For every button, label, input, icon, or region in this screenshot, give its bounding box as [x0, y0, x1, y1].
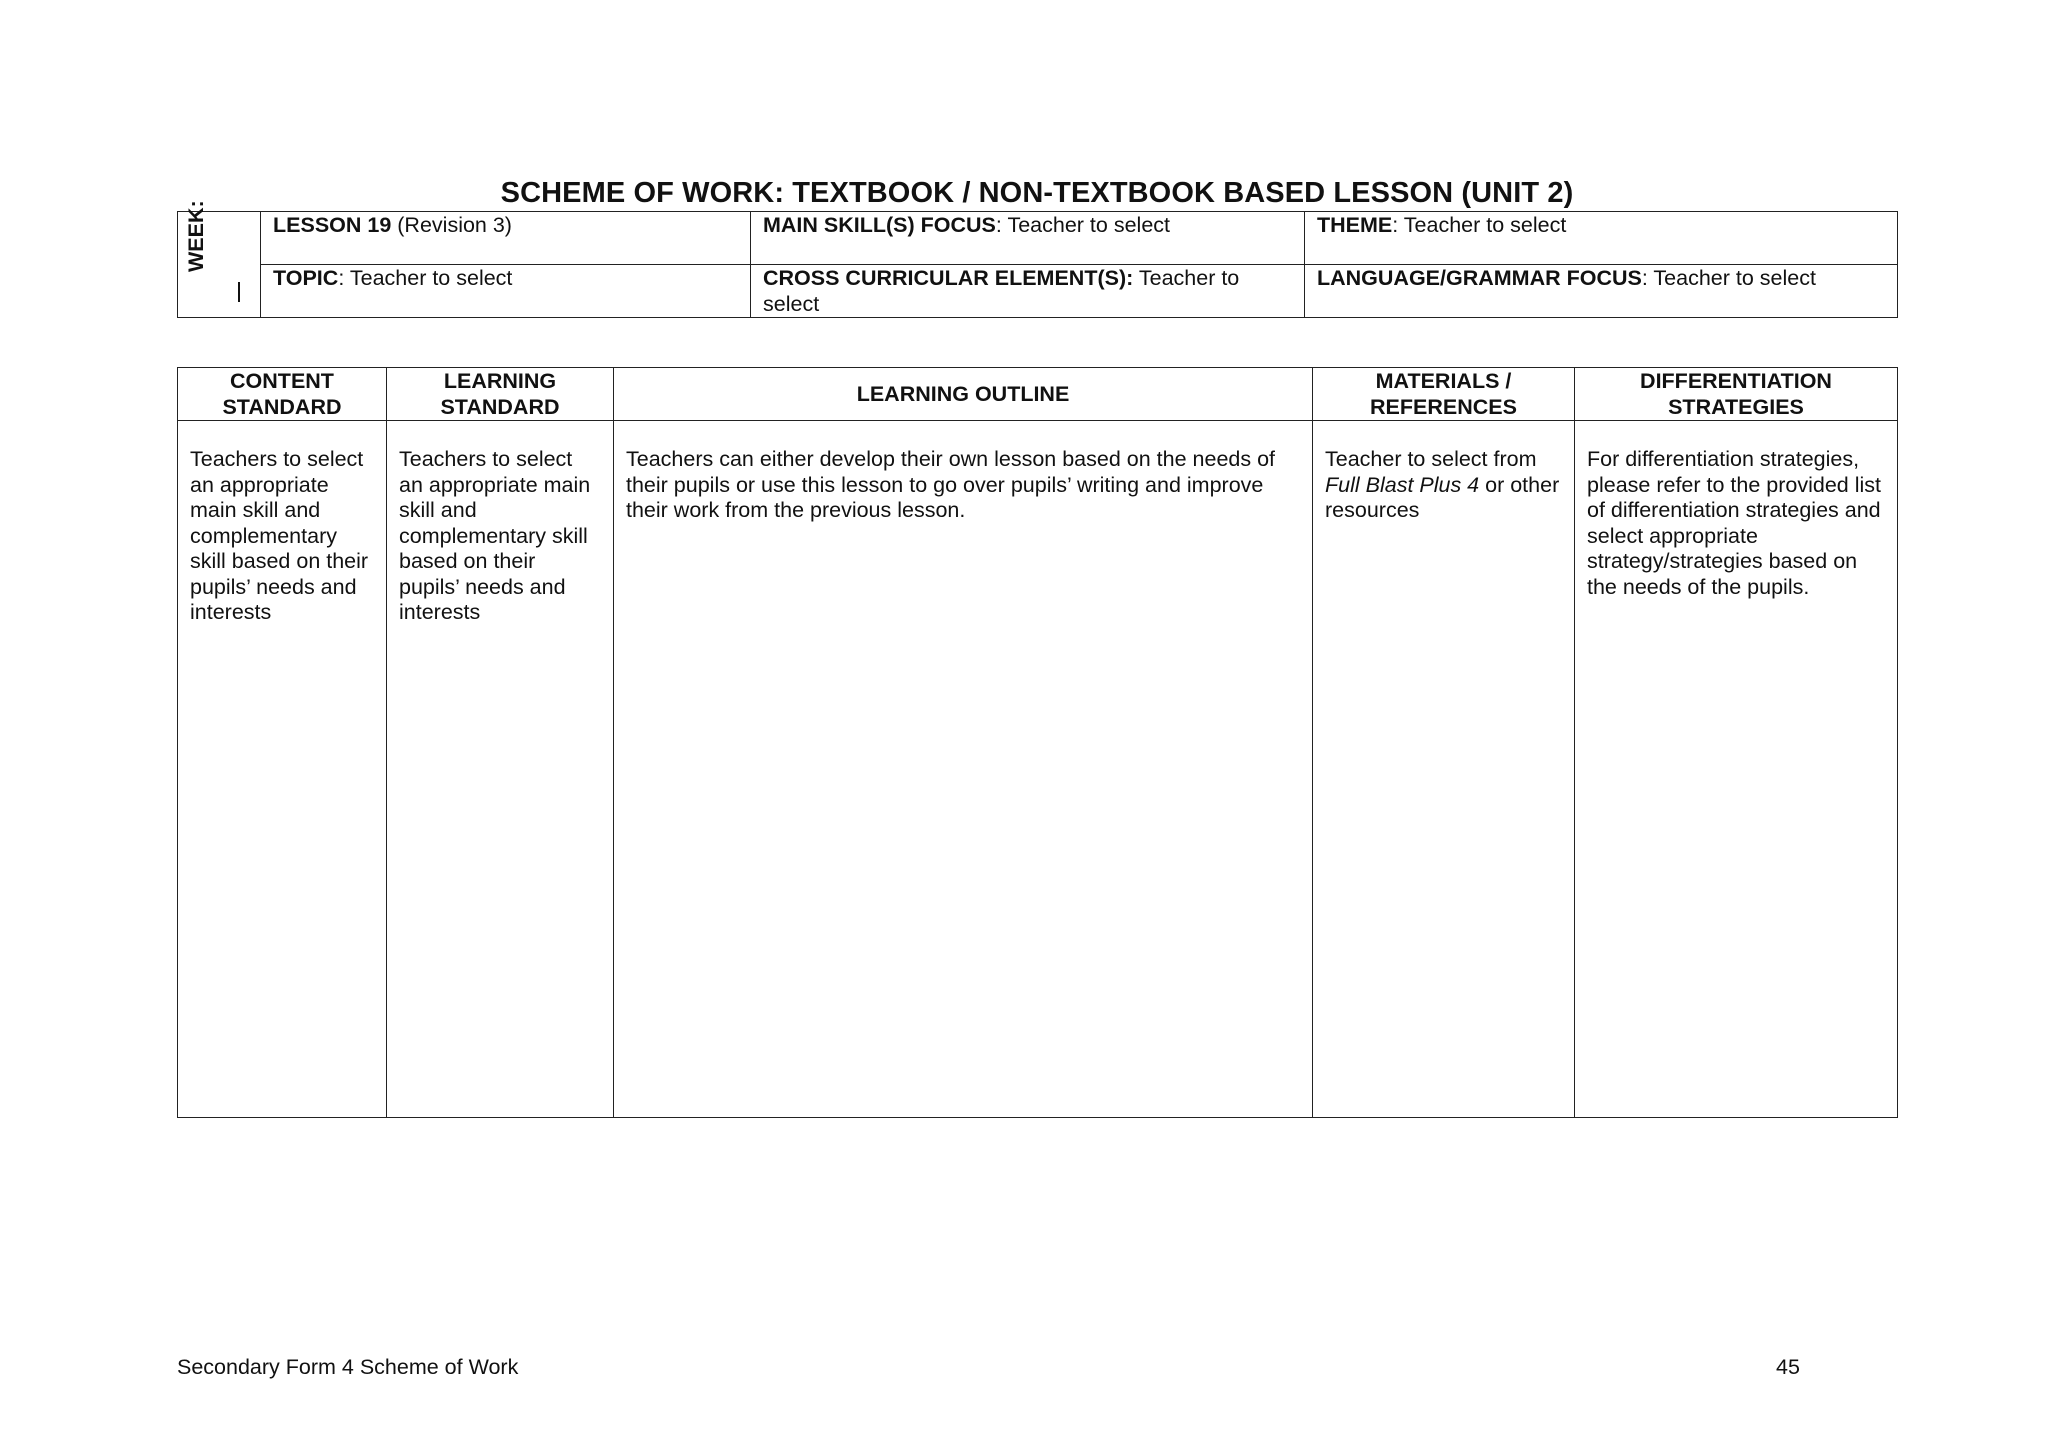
- materials-suffix: or other resources: [1325, 472, 1560, 522]
- column-header-differentiation: DIFFERENTIATION STRATEGIES: [1575, 368, 1898, 421]
- materials-prefix: Teacher to select from: [1325, 447, 1537, 471]
- topic-value: : Teacher to select: [338, 266, 513, 290]
- column-header-learning-standard: LEARNING STANDARD: [387, 368, 614, 421]
- materials-cell: [1313, 421, 1575, 1118]
- lesson-value: (Revision 3): [391, 213, 512, 237]
- content-standard-cell: Teachers to select an appropriate main skill and complementary skill based on their pupils’ needs and interests: [178, 421, 387, 1118]
- lesson-label: LESSON 19: [273, 213, 392, 237]
- column-header-learning-outline: LEARNING OUTLINE: [614, 368, 1313, 421]
- main-skill-value: : Teacher to select: [995, 213, 1170, 237]
- column-header-materials: MATERIALS / REFERENCES: [1313, 368, 1575, 421]
- column-header-content-standard: CONTENT STANDARD: [178, 368, 387, 421]
- cross-curricular-label: CROSS CURRICULAR ELEMENT(S):: [763, 266, 1134, 290]
- theme-cell: [1305, 212, 1898, 265]
- learning-standard-cell: Teachers to select an appropriate main skill and complementary skill based on their pupils’ needs and interests: [387, 421, 614, 1118]
- theme-value: : Teacher to select: [1392, 213, 1567, 237]
- cross-curricular-cell: [751, 265, 1305, 318]
- topic-cell: [261, 265, 751, 318]
- cross-curricular-value: Teacher to select: [763, 266, 1240, 316]
- theme-label: THEME: [1317, 213, 1393, 237]
- topic-label: TOPIC: [273, 266, 339, 290]
- page-number: 45: [1776, 1355, 1800, 1379]
- scheme-table: [177, 367, 1898, 1118]
- lesson-info-table: [177, 200, 1898, 318]
- page-title: SCHEME OF WORK: TEXTBOOK / NON-TEXTBOOK BASED LESSON (UNIT 2): [500, 177, 1574, 209]
- lesson-cell: [261, 212, 751, 265]
- week-value-line: [238, 282, 240, 302]
- main-skill-label: MAIN SKILL(S) FOCUS: [763, 213, 996, 237]
- language-focus-cell: [1305, 265, 1898, 318]
- main-skill-cell: [751, 212, 1305, 265]
- week-cell: [178, 200, 261, 318]
- week-label: WEEK:: [184, 200, 208, 272]
- language-focus-label: LANGUAGE/GRAMMAR FOCUS: [1317, 266, 1642, 290]
- language-focus-value: : Teacher to select: [1641, 266, 1816, 290]
- learning-outline-cell: Teachers can either develop their own lesson based on the needs of their pupils or use this lesson to go over pupils’ writing and improve their work from the previous lesson.: [614, 421, 1313, 1118]
- materials-book-title: Full Blast Plus 4: [1325, 472, 1480, 497]
- differentiation-cell: For differentiation strategies, please refer to the provided list of differentiation strategies and select appropriate strategy/strategies based on the needs of the pupils.: [1575, 421, 1898, 1118]
- footer-document-name: Secondary Form 4 Scheme of Work: [177, 1355, 519, 1379]
